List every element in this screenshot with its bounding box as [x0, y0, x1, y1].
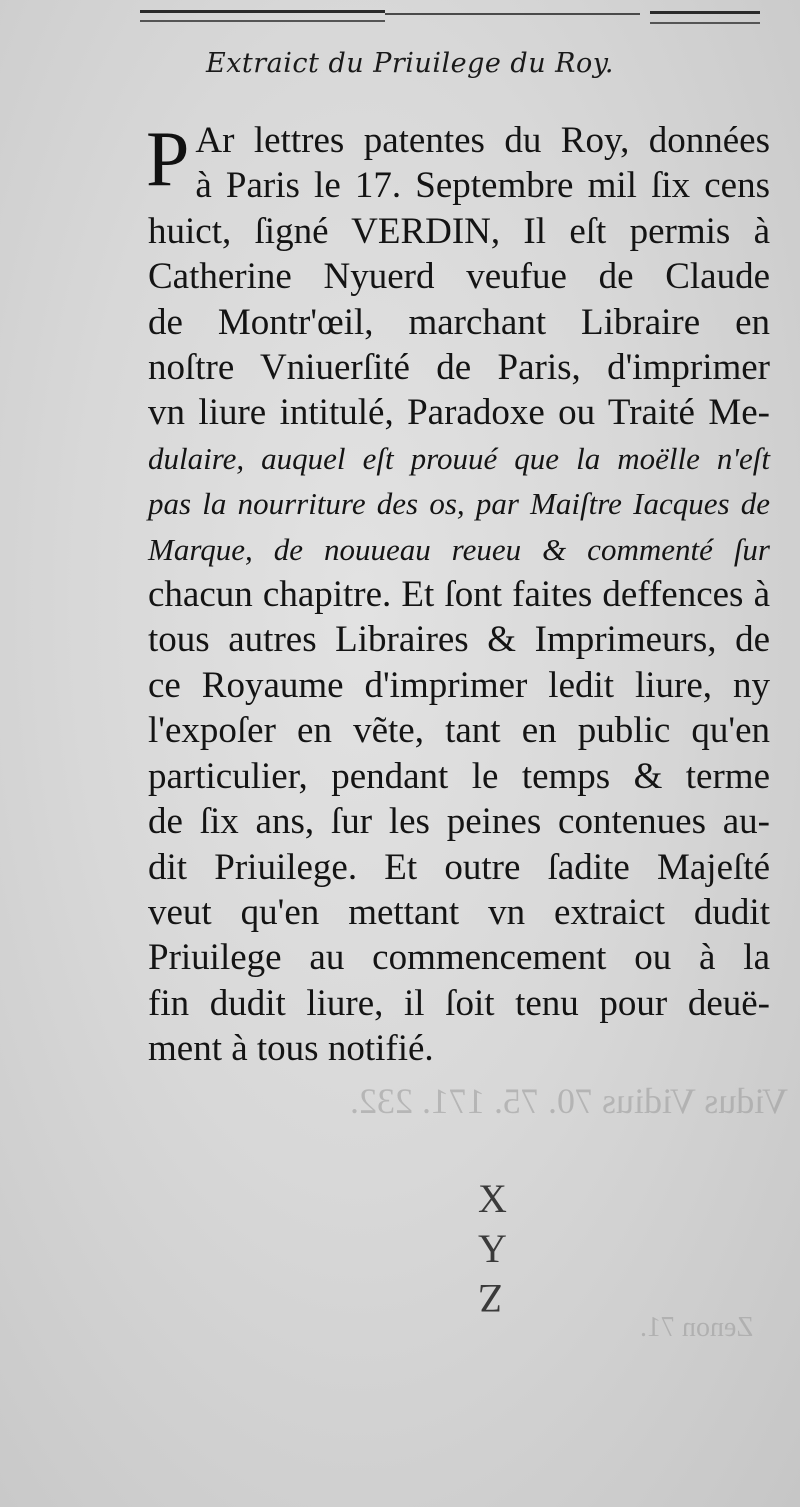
text-line: pas la nourriture des os, par Maiſtre Iacques de	[148, 486, 770, 522]
text-line: chacun chapitre. Et ſont faites deffences à	[148, 574, 770, 616]
text-line: Marque, de nouueau reueu & commenté ſur	[148, 531, 770, 567]
text-line: dulaire, auquel eſt prouué que la moëlle n'eſt	[148, 440, 770, 476]
top-rule-right	[650, 11, 760, 14]
text-line: Priuilege au commencement ou à la	[148, 937, 770, 979]
top-rule-left-2	[140, 20, 385, 22]
top-rule-left	[140, 10, 385, 13]
text-line: tous autres Libraires & Imprimeurs, de	[148, 619, 770, 661]
privilege-text	[146, 115, 770, 1072]
text-line: veut qu'en mettant vn extraict dudit	[148, 891, 770, 933]
text-line: ment à tous notifié.	[148, 1028, 434, 1070]
signature-mark-y: Y	[478, 1226, 507, 1271]
text-line: de Montr'œil, marchant Libraire en	[148, 301, 770, 343]
drop-cap: P	[146, 115, 190, 202]
text-line: huict, ſigné VERDIN, Il eſt permis à	[148, 210, 770, 252]
text-line: à Paris le 17. Septembre mil ſix cens	[195, 165, 770, 207]
text-line: vn liure intitulé, Paradoxe ou Traité Me-	[148, 392, 770, 434]
text-line: Ar lettres patentes du Roy, données	[195, 120, 770, 161]
text-line: ce Royaume d'imprimer ledit liure, ny	[148, 664, 770, 706]
text-line: fin dudit liure, il ſoit tenu pour deuë-	[148, 982, 770, 1024]
top-rule-center	[385, 13, 640, 15]
signature-mark-z: Z	[478, 1276, 503, 1321]
text-line: dit Priuilege. Et outre ſadite Majeſté	[148, 846, 770, 888]
text-line: de ſix ans, ſur les peines contenues au-	[148, 801, 770, 843]
text-line: particulier, pendant le temps & terme	[148, 755, 770, 797]
bleed-through-text-2: Zenon 71.	[640, 1312, 754, 1343]
page-heading: Extraict du Priuilege du Roy.	[205, 48, 615, 79]
bleed-through-text: Vidus Vidius 70. 75. 171. 232.	[350, 1081, 789, 1121]
text-line: l'expoſer en vẽte, tant en public qu'en	[148, 710, 770, 752]
text-line: Catherine Nyuerd veufue de Claude	[148, 256, 770, 298]
signature-mark-x: X	[478, 1176, 507, 1221]
top-rule-right-2	[650, 22, 760, 24]
text-line: noſtre Vniuerſité de Paris, d'imprimer	[148, 347, 770, 389]
